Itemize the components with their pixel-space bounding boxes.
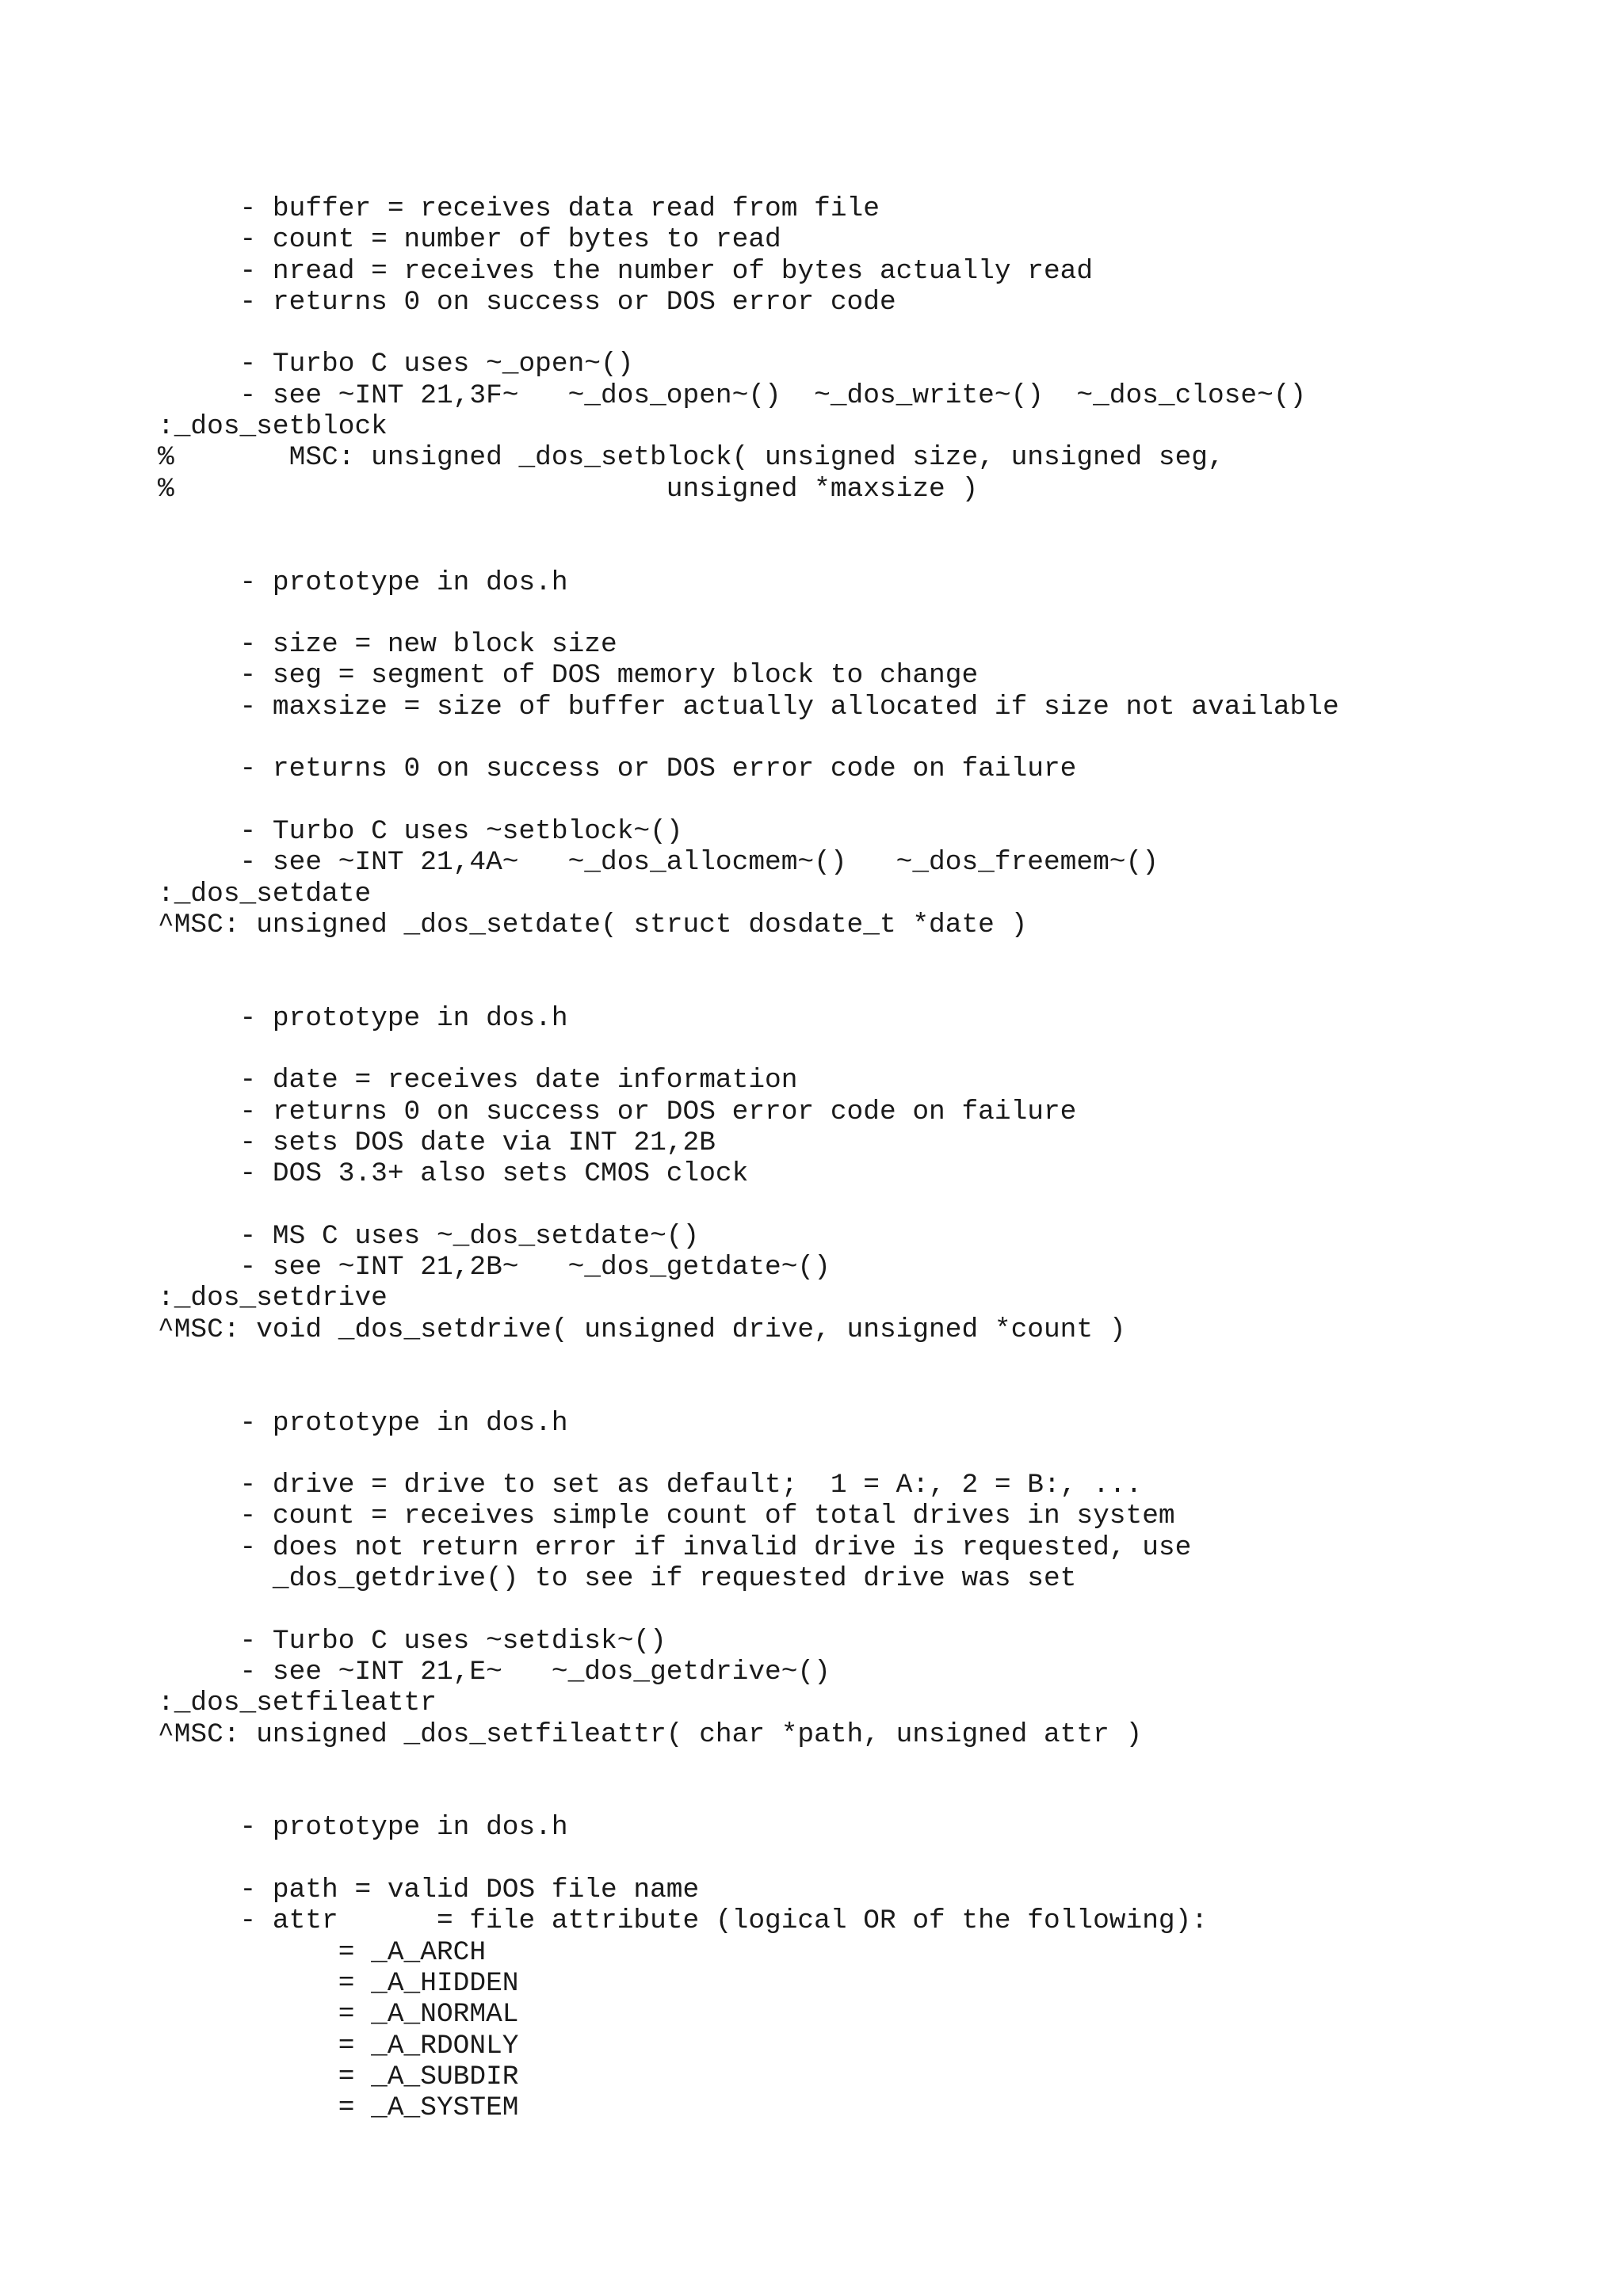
- text-line: = _A_NORMAL: [158, 1999, 519, 2031]
- text-line: = _A_SUBDIR: [158, 2061, 519, 2092]
- blank-line: [158, 1034, 1339, 1065]
- blank-line: [158, 940, 1339, 971]
- document-text: [158, 193, 1339, 2123]
- text-line: - date = receives date information: [158, 1065, 798, 1097]
- text-line: - see ~INT 21,E~ ~_dos_getdrive~(): [158, 1656, 831, 1688]
- text-line: - path = valid DOS file name: [158, 1875, 700, 1906]
- topic-heading: :_dos_setdrive: [158, 1283, 388, 1314]
- blank-line: [158, 1190, 1339, 1221]
- text-line: - attr = file attribute (logical OR of the following):: [158, 1905, 1209, 1937]
- blank-line: [158, 1594, 1339, 1625]
- blank-line: [158, 1439, 1339, 1470]
- blank-line: [158, 1376, 1339, 1407]
- text-line: - drive = drive to set as default; 1 = A:, 2 = B:, ...: [158, 1470, 1143, 1501]
- topic-heading: :_dos_setblock: [158, 411, 388, 443]
- text-line: - prototype in dos.h: [158, 1002, 568, 1034]
- text-line: - seg = segment of DOS memory block to change: [158, 660, 979, 692]
- text-line: - count = number of bytes to read: [158, 224, 781, 256]
- text-line: - buffer = receives data read from file: [158, 193, 880, 224]
- blank-line: [158, 318, 1339, 349]
- text-line: - size = new block size: [158, 629, 617, 661]
- text-line: - nread = receives the number of bytes actually read: [158, 255, 1094, 287]
- text-line: = _A_RDONLY: [158, 2030, 519, 2061]
- blank-line: [158, 723, 1339, 753]
- text-line: - Turbo C uses ~_open~(): [158, 349, 634, 380]
- topic-heading: :_dos_setfileattr: [158, 1688, 437, 1719]
- text-line: - MS C uses ~_dos_setdate~(): [158, 1220, 700, 1252]
- text-line: - Turbo C uses ~setdisk~(): [158, 1625, 666, 1657]
- text-line: - Turbo C uses ~setblock~(): [158, 815, 683, 847]
- text-line: = _A_SYSTEM: [158, 2092, 519, 2124]
- text-line: - prototype in dos.h: [158, 1407, 568, 1439]
- blank-line: [158, 1844, 1339, 1875]
- text-line: ^MSC: unsigned _dos_setdate( struct dosdate_t *date ): [158, 909, 1028, 940]
- topic-heading: :_dos_setdate: [158, 878, 372, 910]
- text-line: _dos_getdrive() to see if requested drive was set: [158, 1563, 1077, 1595]
- text-line: - returns 0 on success or DOS error code on failure: [158, 1096, 1077, 1127]
- blank-line: [158, 598, 1339, 629]
- blank-line: [158, 785, 1339, 816]
- text-line: - maxsize = size of buffer actually allocated if size not available: [158, 691, 1339, 723]
- text-line: = _A_HIDDEN: [158, 1967, 519, 1999]
- text-line: - count = receives simple count of total drives in system: [158, 1501, 1175, 1532]
- text-line: - returns 0 on success or DOS error code on failure: [158, 753, 1077, 785]
- text-line: - prototype in dos.h: [158, 1812, 568, 1844]
- text-line: - returns 0 on success or DOS error code: [158, 286, 896, 318]
- text-line: - does not return error if invalid drive is requested, use: [158, 1531, 1192, 1563]
- blank-line: [158, 1345, 1339, 1376]
- blank-line: [158, 1781, 1339, 1812]
- text-line: ^MSC: unsigned _dos_setfileattr( char *path, unsigned attr ): [158, 1718, 1143, 1750]
- text-line: - see ~INT 21,4A~ ~_dos_allocmem~() ~_dos_freemem~(): [158, 847, 1159, 879]
- text-line: ^MSC: void _dos_setdrive( unsigned drive, unsigned *count ): [158, 1314, 1126, 1345]
- text-line: - sets DOS date via INT 21,2B: [158, 1127, 716, 1158]
- text-line: - DOS 3.3+ also sets CMOS clock: [158, 1158, 749, 1190]
- text-line: - see ~INT 21,3F~ ~_dos_open~() ~_dos_write~() ~_dos_close~(): [158, 379, 1307, 411]
- text-line: - see ~INT 21,2B~ ~_dos_getdate~(): [158, 1252, 831, 1283]
- text-line: % unsigned *maxsize ): [158, 473, 979, 505]
- text-line: - prototype in dos.h: [158, 566, 568, 598]
- blank-line: [158, 1750, 1339, 1781]
- text-line: = _A_ARCH: [158, 1936, 487, 1968]
- blank-line: [158, 536, 1339, 566]
- text-line: % MSC: unsigned _dos_setblock( unsigned size, unsigned seg,: [158, 442, 1224, 474]
- blank-line: [158, 505, 1339, 536]
- blank-line: [158, 971, 1339, 1002]
